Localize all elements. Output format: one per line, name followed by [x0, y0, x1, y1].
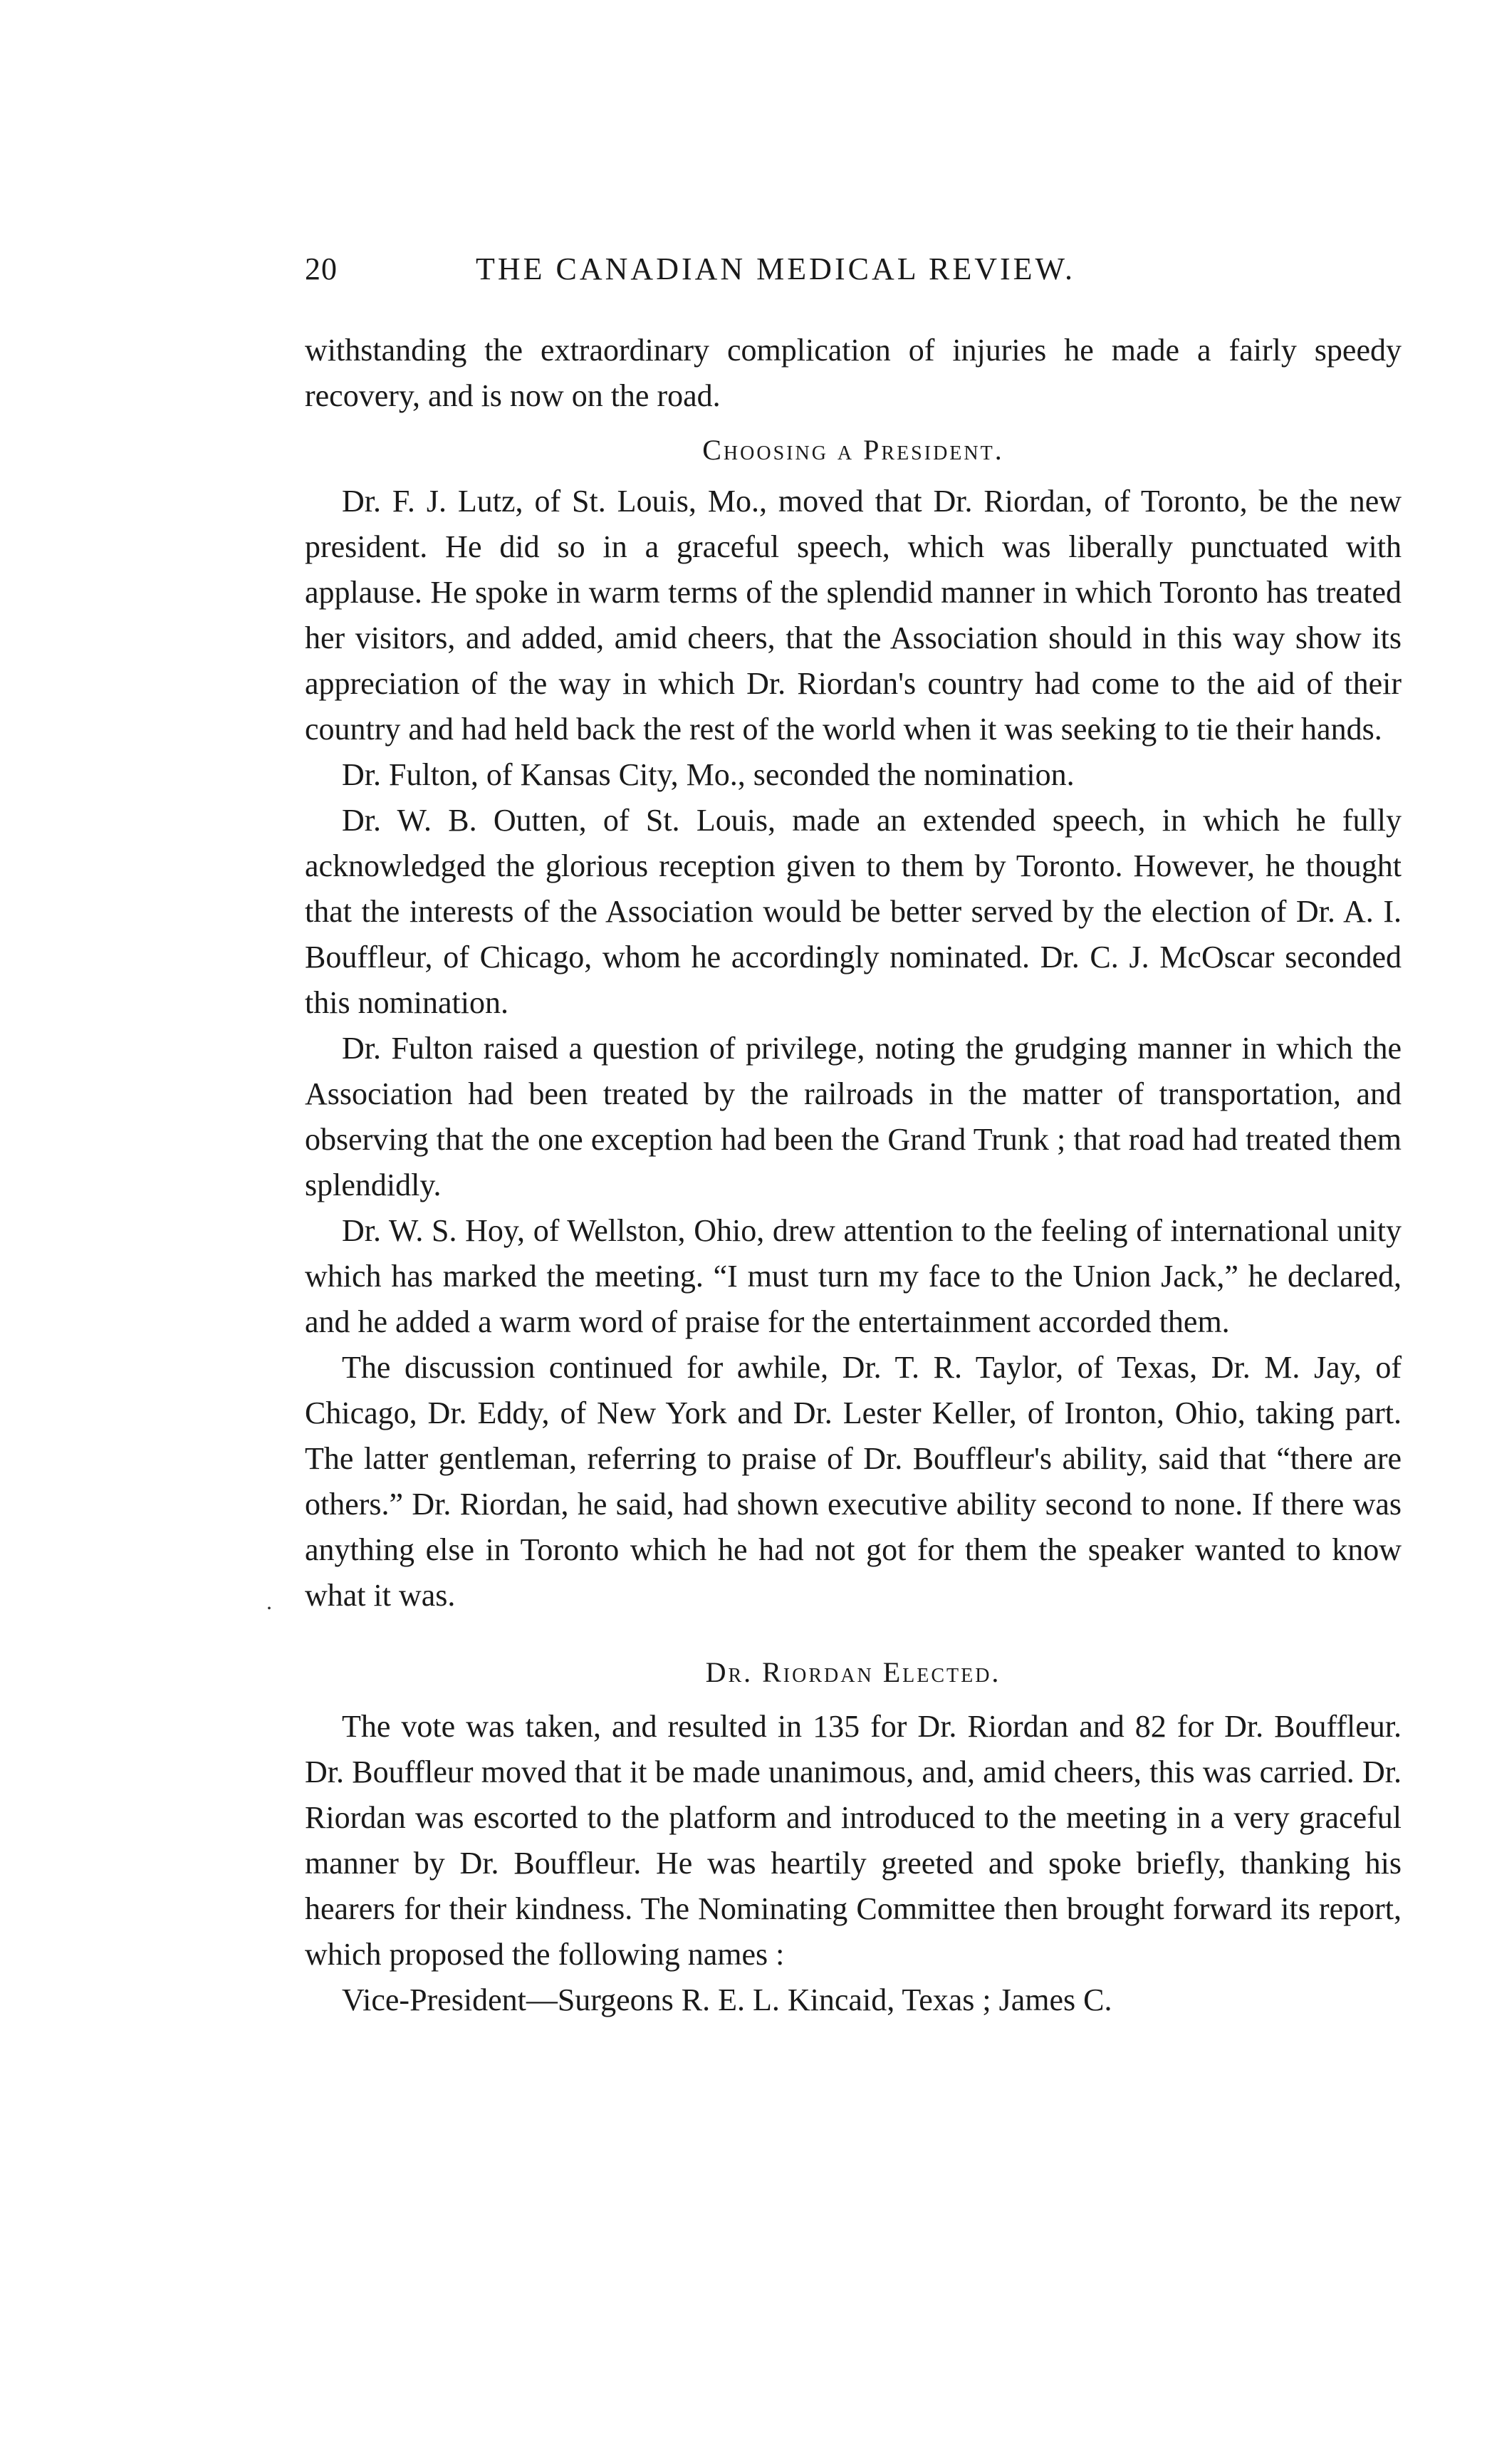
- paragraph-lutz-motion: Dr. F. J. Lutz, of St. Louis, Mo., moved that Dr. Riordan, of Toronto, be the new president. He did so in a graceful speech, which was liberally punctuated with applause. He spoke in warm terms of the splendid manner in which Toronto has treated her visitors, and added, amid cheers, that the Association should in this way show its appreciation of the way in which Dr. Riordan's country had come to the aid of their country and had held back the rest of the world when it was seeking to tie their hands.: [305, 484, 1402, 747]
- section-heading-choosing-president: Choosing a President.: [702, 434, 1004, 466]
- paragraph-fulton-privilege: Dr. Fulton raised a question of privilege, noting the grudging manner in which the Association had been treated by the railroads in the matter of transportation, and observing that the one exception had been the Grand Trunk ; that road had treated them splendidly.: [305, 1031, 1402, 1202]
- margin-mark: .: [266, 1589, 272, 1614]
- page-number: 20: [305, 251, 338, 286]
- paragraph-hoy-remarks: Dr. W. S. Hoy, of Wellston, Ohio, drew attention to the feeling of international unity which has marked the meeting. “I must turn my face to the Union Jack,” he declared, and he added a warm word of praise for the entertainment accorded them.: [305, 1213, 1402, 1339]
- section-heading-riordan-elected: Dr. Riordan Elected.: [705, 1656, 1001, 1688]
- journal-title: THE CANADIAN MEDICAL REVIEW.: [476, 251, 1075, 286]
- paragraph-continuation: withstanding the extraordinary complication of injuries he made a fairly speedy recovery, and is now on the road.: [305, 333, 1402, 413]
- paragraph-outten-speech: Dr. W. B. Outten, of St. Louis, made an extended speech, in which he fully acknowledged the glorious reception given to them by Toronto. However, he thought that the interests of the Association would be better served by the election of Dr. A. I. Bouffleur, of Chicago, whom he accordingly nominated. Dr. C. J. McOscar seconded this nomination.: [305, 803, 1402, 1020]
- paragraph-vice-president: Vice-President—Surgeons R. E. L. Kincaid, Texas ; James C.: [342, 1982, 1112, 2017]
- paragraph-fulton-seconded: Dr. Fulton, of Kansas City, Mo., seconded the nomination.: [342, 757, 1075, 792]
- running-header: [305, 251, 1402, 293]
- paragraph-vote-result: The vote was taken, and resulted in 135 for Dr. Riordan and 82 for Dr. Bouffleur. Dr. Bouffleur moved that it be made unanimous, and, amid cheers, this was carried. Dr. Riordan was escorted to the platform and introduced to the meeting in a very graceful manner by Dr. Bouffleur. He was heartily greeted and spoke briefly, thanking his hearers for their kindness. The Nominating Committee then brought forward its report, which proposed the following names :: [305, 1709, 1402, 1972]
- article-body: [305, 328, 1402, 2023]
- paragraph-discussion: The discussion continued for awhile, Dr. T. R. Taylor, of Texas, Dr. M. Jay, of Chicago, Dr. Eddy, of New York and Dr. Lester Keller, of Ironton, Ohio, taking part. The latter gentleman, referring to praise of Dr. Bouffleur's ability, said that “there are others.” Dr. Riordan, he said, had shown executive ability second to none. If there was anything else in Toronto which he had not got for them the speaker wanted to know what it was.: [305, 1350, 1402, 1613]
